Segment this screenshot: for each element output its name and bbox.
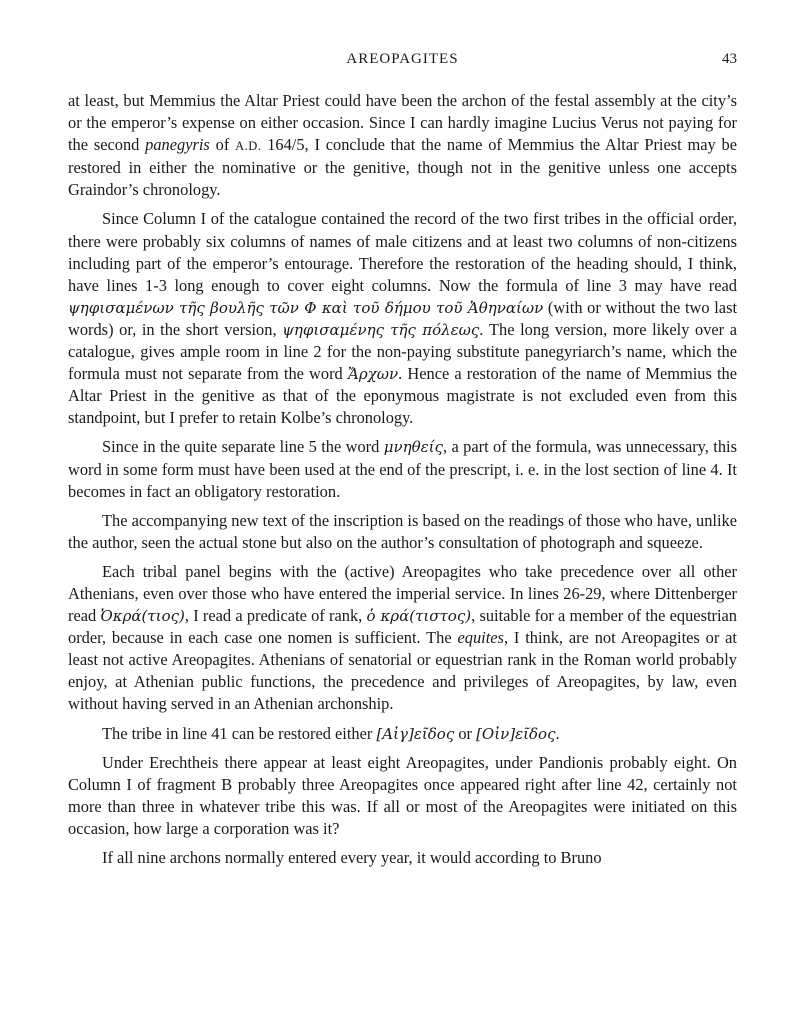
greek-text: ψηφισαμένης τῆς πόλεως xyxy=(282,320,480,339)
text-run: , suitable for a member of the equestrian order, because in each case one nomen is sufficient. The xyxy=(68,606,737,648)
running-head xyxy=(68,48,737,74)
body-text xyxy=(68,90,737,869)
paragraph xyxy=(68,436,737,502)
text-run: . The long version, more likely over a catalogue, gives ample room in line 2 for the non-paying substitute panegyriarch’s name, which the formula must not separate from the word xyxy=(68,319,738,384)
italic-term: equites xyxy=(457,628,504,648)
greek-text: [Οἰν]εῖδος xyxy=(476,724,556,743)
greek-text: Ἄρχων xyxy=(347,365,399,384)
text-run: . xyxy=(555,723,560,743)
greek-text: ὁ κρά(τιστος) xyxy=(366,607,472,626)
text-run: If all nine archons normally entered every year, it would according to Bruno xyxy=(102,848,602,867)
text-run: . Hence a restoration of the name of Memmius the Altar Priest in the genitive as that of the eponymous magistrate is not excluded even from this standpoint, but I prefer to retain Kolbe’s chronology. xyxy=(68,364,737,428)
text-run: The tribe in line 41 can be restored either xyxy=(102,723,377,743)
running-title: AREOPAGITES xyxy=(346,51,459,67)
paragraph xyxy=(68,90,737,201)
text-run: , I think, are not Areopagites or at least not active Areopagites. Athenians of senatorial or equestrian rank in the Roman world probably enjoy, at Athenian public functions, the precedence and privileges of Areopagites, by law, even without having served in an Athenian archonship. xyxy=(68,628,737,714)
italic-term: panegyris xyxy=(145,135,210,155)
greek-text: [Αἰγ]εῖδος xyxy=(376,724,455,743)
paragraph xyxy=(68,561,737,716)
text-run: Each tribal panel begins with the (active) Areopagites who take precedence over all other Athenians, even over those who have entered the imperial service. In lines 26-29, where Dittenberger read xyxy=(68,561,737,626)
paragraph xyxy=(68,510,737,554)
text-run: , I read a predicate of rank, xyxy=(184,606,367,626)
greek-text: ψηφισαμένων τῆς βουλῆς τῶν Φ καὶ τοῦ δήμου τοῦ Ἀθηναίων xyxy=(68,298,544,317)
greek-text: μνηθείς xyxy=(383,438,443,457)
text-run: The accompanying new text of the inscription is based on the readings of those who have, unlike the author, seen the actual stone but also on the author’s consultation of photograph and squeeze. xyxy=(68,510,737,552)
text-run: (with or without the two last words) or, in the short version, xyxy=(68,297,737,339)
text-run: Under Erechtheis there appear at least eight Areopagites, under Pandionis probably eight. On Column I of fragment B probably three Areopagites once appeared right after line 42, certainly not more than three in whatever tribe this was. If all or most of the Areopagites were initiated on this occasion, how large a corporation was it? xyxy=(68,752,737,838)
paragraph xyxy=(68,208,737,429)
text-run: , a part of the formula, was unnecessary, this word in some form must have been used at the end of the prescript, i. e. in the lost section of line 4. It becomes in fact an obligatory restoration. xyxy=(68,437,737,501)
paragraph xyxy=(68,723,737,745)
greek-text: Ὀκρά(τιος) xyxy=(100,607,185,626)
text-run: Since in the quite separate line 5 the word xyxy=(102,437,384,457)
text-run: 164/5, I conclude that the name of Memmius the Altar Priest may be restored in either the nominative or the genitive, though not in the genitive unless one accepts Graindor’s chronology. xyxy=(68,135,737,200)
text-run: or xyxy=(454,723,477,743)
page xyxy=(68,48,737,876)
small-caps-abbrev: A.D. xyxy=(235,139,262,154)
paragraph xyxy=(68,847,737,869)
paragraph xyxy=(68,752,737,840)
text-run: Since Column I of the catalogue contained the record of the two first tribes in the official order, there were probably six columns of names of male citizens and at least two columns of non-citizens including part of the emperor’s entourage. Therefore the restoration of the heading should, I think, have lines 1-3 long enough to cover eight columns. Now the formula of line 3 may have read xyxy=(68,209,737,295)
page-number: 43 xyxy=(722,51,737,67)
text-run: at least, but Memmius the Altar Priest could have been the archon of the festal assembly at the city’s or the emperor’s expense on either occasion. Since I can hardly imagine Lucius Verus not paying for the second xyxy=(68,91,737,155)
text-run: of xyxy=(209,135,236,155)
